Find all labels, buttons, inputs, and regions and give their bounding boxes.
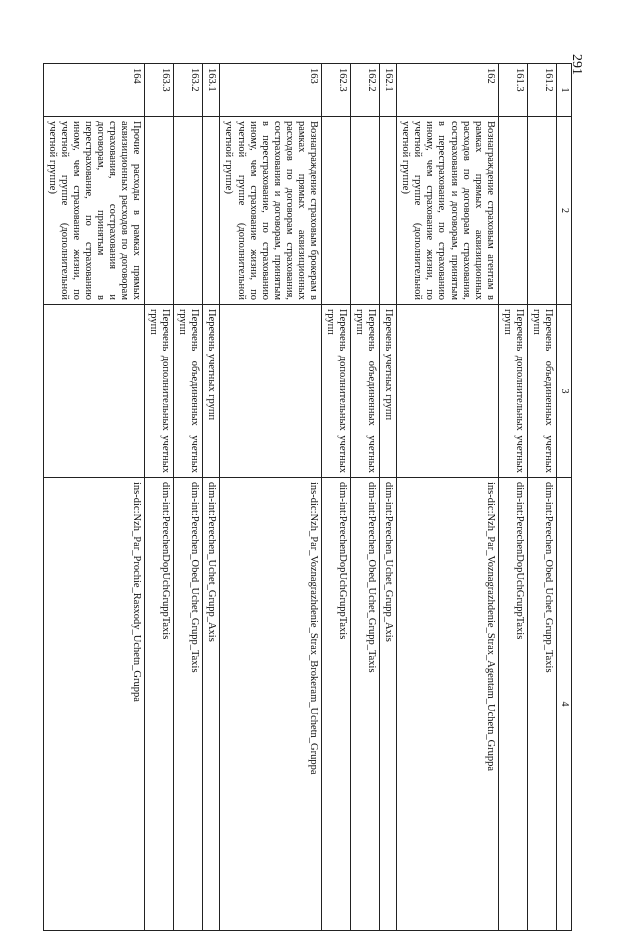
row-description-cell: Прочие расходы в рамках прямых аквизиционных расходов по договорам страхования, сострахования и договорам, принятым в перестрахование, по страхованию иному, чем страхование жизни, по учетной группе (дополнительной учетной группе) — [43, 117, 145, 305]
header-cell-2: 2 — [557, 117, 572, 305]
row-code-cell: dim-int:Perechen_Uchet_Grupp_Axis — [203, 478, 220, 931]
row-number-cell: 162.2 — [351, 64, 380, 117]
table-row — [397, 64, 499, 931]
table-row — [174, 64, 203, 931]
table-row — [380, 64, 397, 931]
row-code-cell: dim-int:Perechen_Obed_Uchet_Grupp_Taxis — [351, 478, 380, 931]
row-code-cell: ins-dic:Nzh_Par_Prochie_Rasxody_Uchetn_Gruppa — [43, 478, 145, 931]
header-cell-3: 3 — [557, 305, 572, 478]
row-list-cell — [220, 305, 322, 478]
row-number-cell: 163.1 — [203, 64, 220, 117]
row-list-cell: Перечень объединенных учетных групп — [351, 305, 380, 478]
row-list-cell: Перечень объединенных учетных групп — [527, 305, 556, 478]
row-code-cell: dim-int:PerechenDopUchGruppTaxis — [321, 478, 350, 931]
row-number-cell: 162 — [397, 64, 499, 117]
row-list-cell — [43, 305, 145, 478]
row-code-cell: dim-int:PerechenDopUchGruppTaxis — [145, 478, 174, 931]
row-number-cell: 161.2 — [527, 64, 556, 117]
table-header-row — [557, 64, 572, 931]
row-number-cell: 162.3 — [321, 64, 350, 117]
row-description-cell — [351, 117, 380, 305]
row-list-cell: Перечень дополнительных учетных групп — [321, 305, 350, 478]
header-cell-4: 4 — [557, 478, 572, 931]
row-description-cell — [203, 117, 220, 305]
data-table — [43, 63, 572, 931]
table-row — [203, 64, 220, 931]
row-code-cell: dim-int:Perechen_Obed_Uchet_Grupp_Taxis — [527, 478, 556, 931]
row-list-cell: Перечень объединенных учетных групп — [174, 305, 203, 478]
table-row — [43, 64, 145, 931]
row-description-cell — [321, 117, 350, 305]
row-description-cell — [174, 117, 203, 305]
page-number: 291 — [569, 54, 584, 75]
row-number-cell: 163.3 — [145, 64, 174, 117]
table-row — [220, 64, 322, 931]
row-list-cell: Перечень учетных групп — [380, 305, 397, 478]
table-row — [351, 64, 380, 931]
row-description-cell: Вознаграждение страховым агентам в рамках прямых аквизиционных расходов по договорам страхования, сострахования и договорам, принятым в перестрахование, по страхованию иному, чем страхование жизни, по учетной группе (дополнительной учетной группе) — [397, 117, 499, 305]
table-container — [46, 63, 572, 918]
row-description-cell — [527, 117, 556, 305]
table-row — [498, 64, 527, 931]
table-row — [527, 64, 556, 931]
row-number-cell: 163.2 — [174, 64, 203, 117]
row-code-cell: ins-dic:Nzh_Par_Voznagrazhdenie_Strax_Brokeram_Uchetn_Gruppa — [220, 478, 322, 931]
table-row — [321, 64, 350, 931]
row-code-cell: dim-int:PerechenDopUchGruppTaxis — [498, 478, 527, 931]
row-description-cell — [498, 117, 527, 305]
row-description-cell: Вознаграждение страховым брокерам в рамках прямых аквизиционных расходов по договорам страхования, сострахования и договорам, принятым в перестрахование, по страхованию иному, чем страхование жизни, по учетной группе (дополнительной учетной группе) — [220, 117, 322, 305]
row-number-cell: 164 — [43, 64, 145, 117]
row-list-cell: Перечень дополнительных учетных групп — [498, 305, 527, 478]
row-number-cell: 161.3 — [498, 64, 527, 117]
row-list-cell: Перечень дополнительных учетных групп — [145, 305, 174, 478]
row-list-cell: Перечень учетных групп — [203, 305, 220, 478]
header-cell-1: 1 — [557, 64, 572, 117]
row-code-cell: dim-int:Perechen_Obed_Uchet_Grupp_Taxis — [174, 478, 203, 931]
row-list-cell — [397, 305, 499, 478]
table-row — [145, 64, 174, 931]
row-number-cell: 162.1 — [380, 64, 397, 117]
row-number-cell: 163 — [220, 64, 322, 117]
row-description-cell — [145, 117, 174, 305]
row-code-cell: dim-int:Perechen_Uchet_Grupp_Axis — [380, 478, 397, 931]
row-description-cell — [380, 117, 397, 305]
row-code-cell: ins-dic:Nzh_Par_Voznagrazhdenie_Strax_Agentam_Uchetn_Gruppa — [397, 478, 499, 931]
